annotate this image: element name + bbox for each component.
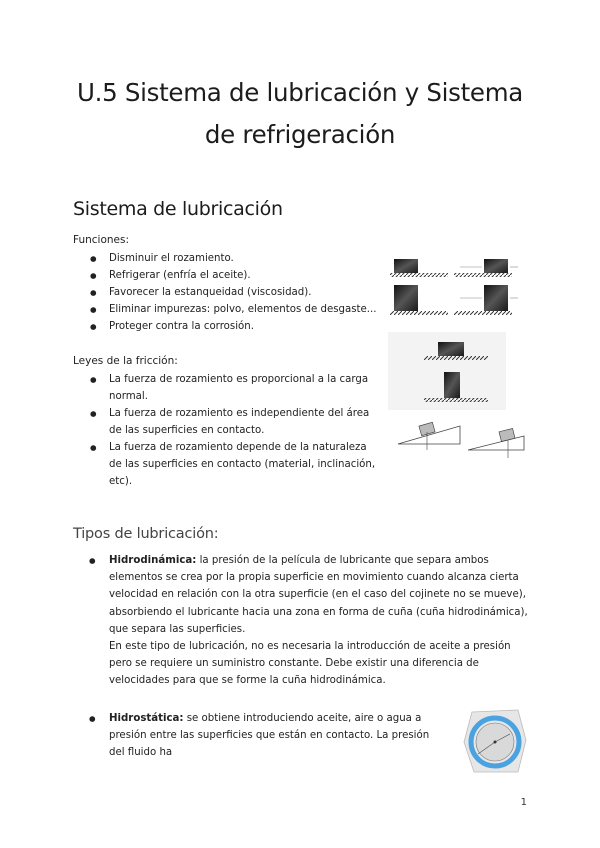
title-line-2: de refrigeración — [204, 120, 396, 149]
friction-blocks-figure — [390, 255, 520, 323]
term: Hidrodinámica: — [109, 555, 197, 566]
list-item: ● Favorecer la estanqueidad (viscosidad). — [90, 284, 380, 301]
section-heading: Sistema de lubricación — [73, 198, 283, 220]
funciones-label: Funciones: — [73, 234, 130, 246]
bearing-figure — [462, 706, 528, 776]
list-item: ● La fuerza de rozamiento es proporcional a la carga normal. — [90, 371, 378, 405]
description: se obtiene introduciendo aceite, aire o agua a presión entre las superficies que están en contacto. La presión del fluido ha — [109, 713, 430, 759]
description: la presión de la película de lubricante que separa ambos elementos se crea por la propia superficie en movimiento cuando alcanza cierta velocidad en relación con la otra superficie (en el caso del cojinete no se mueve), absorbiendo el lubricante hacia una zona en forma de cuña (cuña hidrodinámica), que separa las superficies. — [109, 555, 528, 635]
friction-incline-figure — [388, 332, 528, 464]
list-item — [89, 552, 529, 690]
tipos-list-continued — [89, 710, 434, 762]
list-item: ● La fuerza de rozamiento depende de la naturaleza de las superficies en contacto (material, inclinación, etc). — [90, 439, 378, 490]
leyes-label: Leyes de la fricción: — [73, 355, 178, 367]
list-item: ● Refrigerar (enfría el aceite). — [90, 267, 380, 284]
document-title — [40, 72, 560, 156]
leyes-list — [90, 371, 378, 490]
term: Hidrostática: — [109, 713, 184, 724]
tipos-list — [89, 552, 529, 690]
title-line-1: U.5 Sistema de lubricación y Sistema — [77, 78, 523, 107]
list-item — [89, 710, 434, 762]
list-item: ● La fuerza de rozamiento es independiente del área de las superficies en contacto. — [90, 405, 378, 439]
page-number: 1 — [520, 797, 527, 808]
list-item: ● Disminuir el rozamiento. — [90, 250, 380, 267]
tipos-heading: Tipos de lubricación: — [73, 526, 219, 542]
list-item: ● Proteger contra la corrosión. — [90, 318, 380, 335]
funciones-list — [90, 250, 380, 335]
list-item: ● Eliminar impurezas: polvo, elementos de desgaste... — [90, 301, 380, 318]
extra-paragraph: En este tipo de lubricación, no es necesaria la introducción de aceite a presión pero se requiere un suministro constante. Debe existir una diferencia de velocidades para que se forme la cuña hidrodinámica. — [109, 641, 511, 687]
